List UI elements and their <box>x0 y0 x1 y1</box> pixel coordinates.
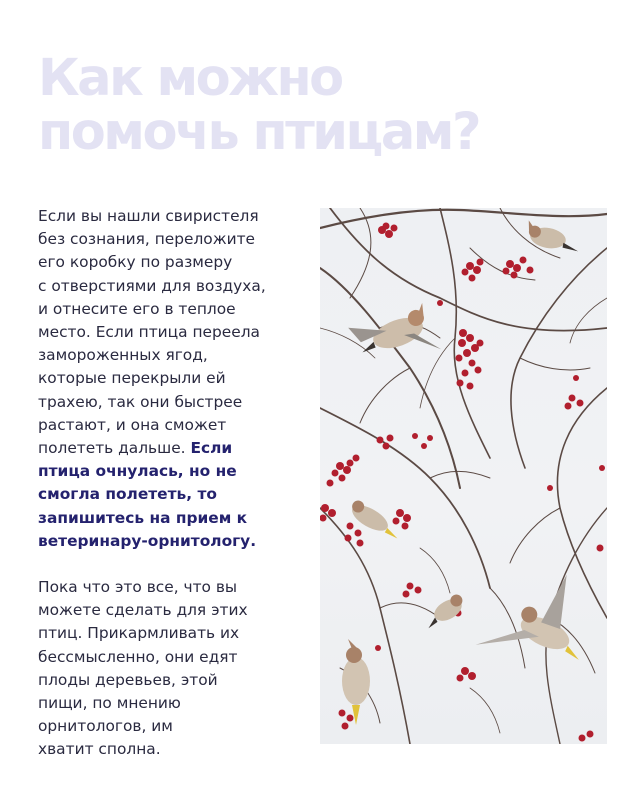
emphasis-line: птица очнулась, но не <box>38 462 237 481</box>
article-body <box>38 205 300 762</box>
waxwing-photo <box>320 208 607 744</box>
text-line: его коробку по размеру <box>38 253 233 272</box>
title-line-1: Как можно <box>38 49 342 108</box>
text-line: и отнесите его в теплое <box>38 299 236 318</box>
text-line: растают, и она сможет <box>38 415 227 434</box>
emphasis-line: ветеринару-орнитологу. <box>38 531 257 550</box>
paragraph-1 <box>38 205 300 553</box>
text-line: Если вы нашли свиристеля <box>38 207 259 225</box>
text-line: место. Если птица переела <box>38 323 260 342</box>
text-line: с отверстиями для воздуха, <box>38 276 266 295</box>
paragraph-2 <box>38 576 300 762</box>
text-fragment: полететь дальше. <box>38 439 186 458</box>
text-line: плоды деревьев, этой <box>38 670 218 689</box>
title-line-2: помочь птицам? <box>38 103 480 162</box>
text-line: птиц. Прикармливать их <box>38 624 240 643</box>
text-line: пищи, по мнению <box>38 694 181 713</box>
text-line: трахею, так они быстрее <box>38 392 243 411</box>
text-line: можете сделать для этих <box>38 601 248 620</box>
text-line-mixed <box>38 437 300 460</box>
text-line: которые перекрыли ей <box>38 369 226 388</box>
text-line: бессмысленно, они едят <box>38 647 238 666</box>
emphasis-line: смогла полететь, то <box>38 485 217 504</box>
photo-illustration <box>320 208 607 744</box>
text-line: замороженных ягод, <box>38 346 208 365</box>
text-line: орнитологов, им <box>38 717 173 736</box>
emphasis-line: запишитесь на прием к <box>38 508 248 527</box>
text-line: хватит сполна. <box>38 740 161 759</box>
emphasis-text: Если <box>190 439 233 458</box>
page-title <box>38 49 480 162</box>
text-line: Пока что это все, что вы <box>38 578 238 597</box>
text-line: без сознания, переложите <box>38 230 256 249</box>
